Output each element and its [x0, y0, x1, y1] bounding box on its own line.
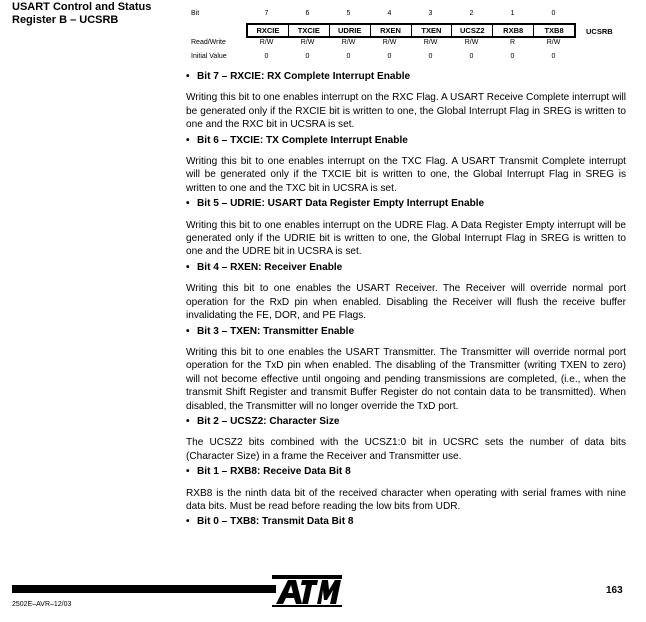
atmel-logo-graphic: [272, 572, 344, 608]
bit-description: The UCSZ2 bits combined with the UCSZ1:0 bit in UCSRC sets the number of data bits (Character Size) in a frame the Receiver and Transmitter use.: [186, 437, 626, 462]
atmel-logo: [272, 572, 344, 613]
bit-description: Writing this bit to one enables the USART Receiver. The Receiver will override normal port operation for the RxD pin when enabled. Disabling the Receiver will flush the receive buffer invalidating the FE, DOR, and PE Flags.: [186, 283, 626, 322]
bit-heading-text: Bit 4 – RXEN: Receiver Enable: [197, 261, 343, 273]
bit-number: 5: [346, 10, 351, 17]
initial-value: 0: [305, 53, 310, 60]
bit-description: Writing this bit to one enables the USART Transmitter. The Transmitter will override normal port operation for the TxD pin when enabled. The disabling of the Transmitter (writing TXEN to zero) will not become effective until ongoing and pending transmissions are completed, (i.e., when the transmit Shift Register and transmit Buffer Register do not contain data to be transmitted). When disabled, the Transmitter will no longer override the TxD port.: [186, 346, 626, 412]
bit-section: [186, 261, 626, 323]
bit-name-cell: TXB8: [544, 26, 564, 35]
bit-name-cell: RXEN: [371, 25, 412, 36]
bit-description: Writing this bit to one enables interrupt on the RXC Flag. A USART Receive Complete interrupt will be generated only if the RXCIE bit is written to one, the Global Interrupt Flag in SREG is written to one and the RXC bit in UCSRA is set.: [186, 92, 626, 131]
page-number: 163: [606, 585, 623, 596]
bit-number: 7: [264, 10, 269, 17]
bit-number: 2: [469, 10, 474, 17]
bit-section: [186, 325, 626, 413]
read-write-value: R/W: [464, 39, 479, 46]
bit-heading: • Bit 1 – RXB8: Receive Data Bit 8: [186, 466, 351, 478]
bit-section: [186, 415, 626, 463]
bit-number: 6: [305, 10, 310, 17]
initial-value: 0: [264, 53, 269, 60]
bit-heading: • Bit 2 – UCSZ2: Character Size: [186, 415, 340, 427]
read-write-value: R: [509, 39, 516, 46]
bit-heading-text: Bit 7 – RXCIE: RX Complete Interrupt Enable: [197, 71, 411, 82]
bit-description: Writing this bit to one enables interrupt on the UDRE Flag. A Data Register Empty interrupt will be generated only if the UDRIE bit is written to one, the Global Interrupt Flag in SREG is written to one and the UDRE bit in UCSRA is set.: [186, 219, 626, 258]
bit-number: 1: [510, 10, 515, 17]
read-write-value: R/W: [341, 39, 356, 46]
register-bit-box: [246, 23, 576, 38]
document-code: 2502E–AVR–12/03: [12, 601, 72, 608]
bit-number: 0: [551, 10, 556, 17]
bit-number: 4: [387, 10, 392, 17]
initial-value: 0: [510, 53, 515, 60]
bit-description: Writing this bit to one enables interrupt on the TXC Flag. A USART Transmit Complete interrupt will be generated only if the TXCIE bit is written to one, the Global Interrupt Flag in SREG is written to one and the TXC bit in UCSRA is set.: [186, 156, 626, 194]
bit-heading: • Bit 7 – RXCIE: RX Complete Interrupt Enable: [186, 71, 411, 82]
bit-heading-text: Bit 6 – TXCIE: TX Complete Interrupt Enable: [197, 134, 408, 146]
bit-name-cell: UDRIE: [330, 25, 371, 36]
bit-heading: • Bit 4 – RXEN: Receiver Enable: [186, 261, 343, 273]
section-title-line-2: Register B – UCSRB: [12, 14, 119, 26]
bit-heading: • Bit 0 – TXB8: Transmit Data Bit 8: [186, 516, 354, 528]
bit-number: 3: [428, 10, 433, 17]
bit-name-cell: TXCIE: [289, 25, 330, 36]
read-write-value: R/W: [300, 39, 315, 46]
bit-name-cell: TXEN: [412, 25, 453, 36]
bit-name-cell: UCSZ2: [452, 25, 493, 36]
read-write-value: R/W: [259, 39, 274, 46]
initial-value-label: Initial Value: [191, 53, 227, 60]
bit-heading-text: Bit 0 – TXB8: Transmit Data Bit 8: [197, 516, 354, 528]
bit-section: [186, 70, 626, 132]
section-title-line-1: USART Control and Status: [12, 1, 152, 13]
bit-heading: • Bit 5 – UDRIE: USART Data Register Empty Interrupt Enable: [186, 198, 485, 210]
bit-heading-text: Bit 1 – RXB8: Receive Data Bit 8: [197, 466, 351, 478]
bit-section: [186, 515, 626, 528]
register-name: UCSRB: [586, 27, 613, 36]
bit-section: [186, 465, 626, 513]
read-write-value: R/W: [546, 39, 561, 46]
initial-value: 0: [469, 53, 474, 60]
bit-section: [186, 197, 626, 259]
bit-name-cell: RXB8: [493, 25, 534, 36]
bit-row-label: Bit: [191, 10, 200, 17]
bit-description: RXB8 is the ninth data bit of the received character when operating with serial frames with nine data bits. Must be read before reading the low bits from UDR.: [186, 487, 626, 512]
section-title: [12, 1, 182, 27]
read-write-label: Read/Write: [191, 39, 226, 46]
read-write-value: R/W: [382, 39, 397, 46]
initial-value: 0: [387, 53, 392, 60]
read-write-value: R/W: [423, 39, 438, 46]
bit-name-cell: RXCIE: [248, 25, 289, 36]
initial-value: 0: [551, 53, 556, 60]
bit-descriptions: [186, 69, 626, 537]
bit-heading-text: Bit 2 – UCSZ2: Character Size: [197, 415, 340, 427]
bit-section: [186, 134, 626, 196]
bit-heading-text: Bit 3 – TXEN: Transmitter Enable: [197, 325, 355, 337]
bit-heading: • Bit 6 – TXCIE: TX Complete Interrupt Enable: [186, 134, 408, 146]
initial-value: 0: [428, 53, 433, 60]
initial-value: 0: [346, 53, 351, 60]
bit-heading-text: Bit 5 – UDRIE: USART Data Register Empty Interrupt Enable: [197, 198, 485, 210]
bit-heading: • Bit 3 – TXEN: Transmitter Enable: [186, 325, 355, 337]
footer-rule: [12, 585, 276, 593]
